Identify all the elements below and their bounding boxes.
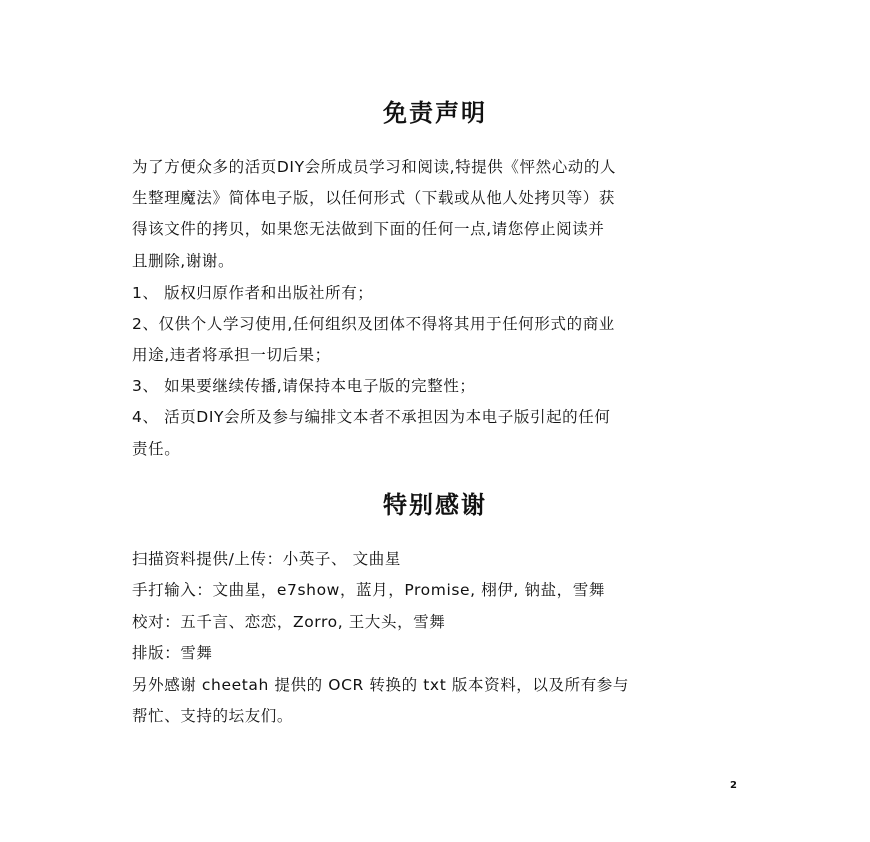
disclaimer-item-4-cont: 责任。 [132, 440, 181, 458]
disclaimer-item-4: 4、 活页DIY会所及参与编排文本者不承担因为本电子版引起的任何 [132, 408, 611, 426]
disclaimer-line: 为了方便众多的活页DIY会所成员学习和阅读,特提供《怦然心动的人 [132, 158, 617, 176]
disclaimer-item-2-cont: 用途,违者将承担一切后果； [132, 346, 331, 364]
thanks-line-scan: 扫描资料提供/上传：小英子、 文曲星 [132, 550, 401, 568]
disclaimer-item-3: 3、 如果要继续传播,请保持本电子版的完整性； [132, 377, 476, 395]
thanks-line-layout: 排版：雪舞 [132, 644, 213, 662]
disclaimer-item-2: 2、仅供个人学习使用,任何组织及团体不得将其用于任何形式的商业 [132, 315, 615, 333]
disclaimer-line: 生整理魔法》简体电子版，以任何形式（下载或从他人处拷贝等）获 [132, 189, 616, 207]
disclaimer-item-1: 1、 版权归原作者和出版社所有； [132, 284, 374, 302]
thanks-line-extra: 另外感谢 cheetah 提供的 OCR 转换的 txt 版本资料，以及所有参与 [132, 676, 630, 694]
thanks-line-extra-cont: 帮忙、支持的坛友们。 [132, 707, 294, 725]
page-number: 2 [730, 780, 737, 791]
thanks-line-typing: 手打输入：文曲星，e7show，蓝月，Promise, 栩伊, 钠盐，雪舞 [132, 581, 605, 599]
disclaimer-line: 得该文件的拷贝，如果您无法做到下面的任何一点,请您停止阅读并 [132, 220, 605, 238]
disclaimer-line: 且删除,谢谢。 [132, 252, 235, 270]
thanks-title: 特别感谢 [383, 491, 487, 519]
thanks-line-proofreading: 校对：五千言、恋恋，Zorro, 王大头，雪舞 [132, 613, 446, 631]
disclaimer-title: 免责声明 [383, 99, 487, 127]
